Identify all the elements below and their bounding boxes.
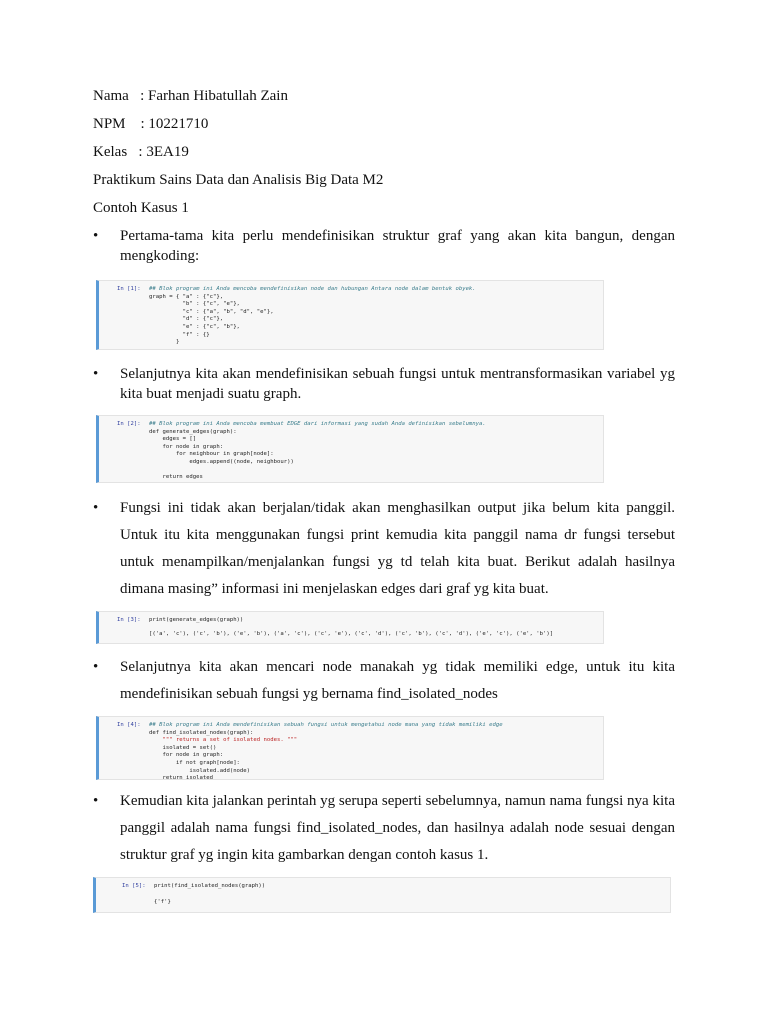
cell-prompt: In [5]:: [122, 883, 146, 889]
cell-output: {'f'}: [154, 899, 171, 905]
cell-code: ## Blok program ini Anda mendefinisikan sebuah fungsi untuk mengetahui node mana yang tidak memiliki edge def find_isolated_nodes(graph): """ returns a set of isolated nodes. """ isolated = set() for node in graph: if not graph[node]: isolated.add(node) return isolated: [149, 722, 503, 782]
bullet-icon: •: [93, 793, 99, 809]
course-title: Praktikum Sains Data dan Analisis Big Data M2: [93, 172, 384, 188]
bullet-icon: •: [93, 659, 99, 675]
paragraph-4: • Selanjutnya kita akan mencari node manakah yg tidak memiliki edge, untuk itu kita mendefinisikan sebuah fungsi yg bernama find_isolated_nodes: [93, 654, 675, 708]
student-name: Nama : Farhan Hibatullah Zain: [93, 88, 288, 104]
document-page: [93, 86, 675, 913]
code-cell-5: [93, 877, 671, 913]
code-cell-3: [96, 611, 604, 644]
code-cell-2: [96, 415, 604, 483]
bullet-icon: •: [93, 366, 99, 382]
code-cell-1: [96, 280, 604, 350]
paragraph-5: • Kemudian kita jalankan perintah yg serupa seperti sebelumnya, namun nama fungsi nya kita panggil adalah nama fungsi find_isolated_nodes, dan hasilnya adalah node sesuai dengan struktur graf yg ingin kita gambarkan dengan contoh kasus 1.: [93, 788, 675, 869]
student-npm: NPM : 10221710: [93, 116, 209, 132]
cell-code: ## Blok program ini Anda mencoba membuat EDGE dari informasi yang sudah Anda definisikan sebelumnya. def generate_edges(graph): edges = [] for node in graph: for neighbour in graph[node]: edges.append((node, neighbour)) return edges: [149, 421, 486, 481]
case-title: Contoh Kasus 1: [93, 200, 189, 216]
paragraph-2: • Selanjutnya kita akan mendefinisikan sebuah fungsi untuk mentransformasikan variabel yg kita buat menjadi suatu graph.: [93, 366, 675, 402]
cell-prompt: In [4]:: [117, 722, 141, 728]
bullet-icon: •: [93, 228, 99, 244]
paragraph-3: • Fungsi ini tidak akan berjalan/tidak akan menghasilkan output jika belum kita panggil. Untuk itu kita menggunakan fungsi print kemudia kita panggil nama dr fungsi tersebut untuk menampilkan/menjalankan fungsi yg td telah kita buat. Berikut adalah hasilnya dimana masing” informasi ini menjelaskan edges dari graf yg kita buat.: [93, 495, 675, 603]
student-class: Kelas : 3EA19: [93, 144, 189, 160]
cell-code: ## Blok program ini Anda mencoba mendefinisikan node dan hubungan Antara node dalam bentuk obyek. graph = { "a" : {"c"}, "b" : {"c", "e"}, "c" : {"a", "b", "d", "e"}, "d" : {"c"}, "e" : {"c", "b"}, "f" : {} }: [149, 286, 476, 346]
code-cell-4: [96, 716, 604, 780]
cell-code: print(generate_edges(graph)): [149, 617, 244, 623]
paragraph-1: • Pertama-tama kita perlu mendefinisikan struktur graf yang akan kita bangun, dengan mengkoding:: [93, 228, 675, 264]
cell-prompt: In [3]:: [117, 617, 141, 623]
cell-prompt: In [1]:: [117, 286, 141, 292]
cell-prompt: In [2]:: [117, 421, 141, 427]
cell-output: [('a', 'c'), ('c', 'b'), ('e', 'b'), ('a', 'c'), ('c', 'e'), ('c', 'd'), ('c', 'b'), ('c', 'd'), ('e', 'c'), ('e', 'b')]: [149, 631, 554, 637]
cell-code: print(find_isolated_nodes(graph)): [154, 883, 266, 889]
bullet-icon: •: [93, 500, 99, 516]
